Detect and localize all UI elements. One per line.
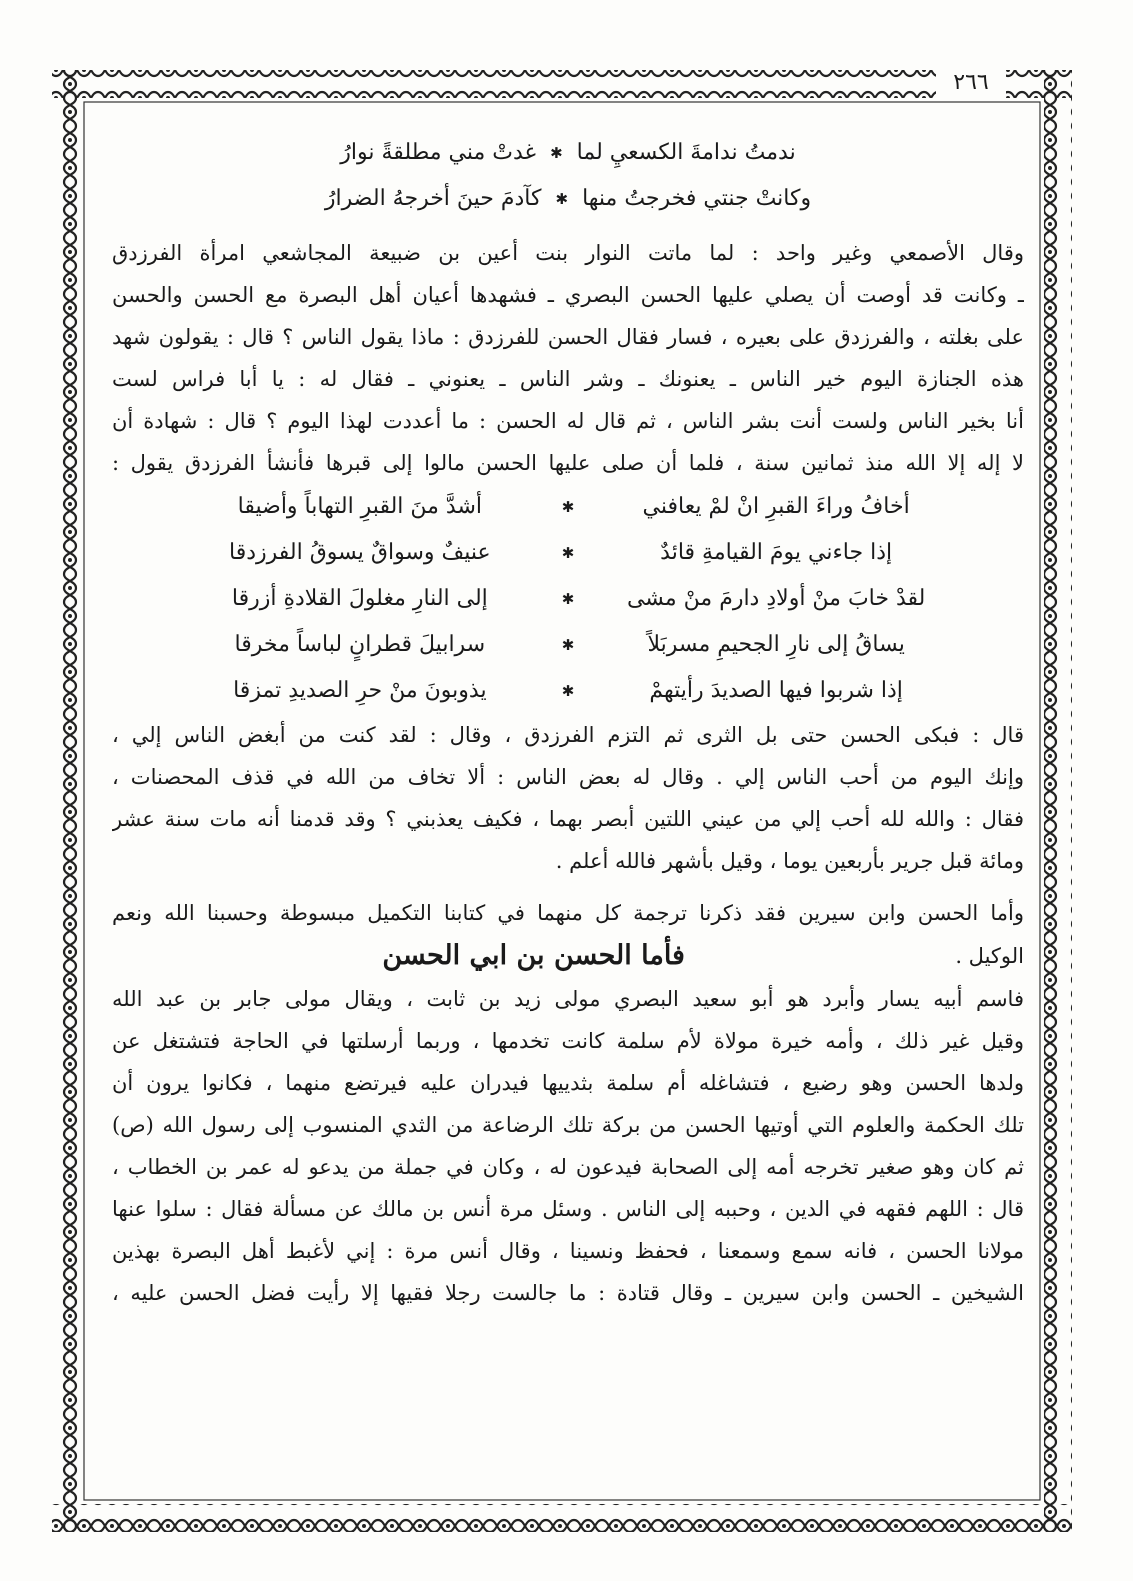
star-separator-icon: ✱ — [561, 544, 575, 562]
verse-block-2 — [112, 484, 1024, 714]
star-separator-icon: ✱ — [561, 682, 575, 700]
verse-second-hemistich: عنيفٌ وسواقٌ يسوقُ الفرزدقا — [229, 540, 491, 565]
star-separator-icon: ✱ — [561, 636, 575, 654]
text-line: قال : فبكى الحسن حتى بل الثرى ثم التزم الفرزدق ، وقال : لقد كنت من أبغض الناس إلي ، — [112, 723, 1024, 747]
verse-first-hemistich: ندمتُ ندامةَ الكسعيِ لما — [576, 140, 796, 165]
verse-block-1 — [112, 130, 1024, 222]
verse-second-hemistich: غدتْ مني مطلقةً نوارُ — [340, 140, 537, 165]
paragraph-hasan-biography — [112, 978, 1024, 1314]
verse-first-hemistich: أخافُ وراءَ القبرِ انْ لمْ يعافني — [642, 494, 910, 519]
text-line: مولانا الحسن ، فانه سمع وسمعنا ، فحفظ ونسينا ، وقال أنس مرة : إني لأغبط أهل البصرة بهذين — [112, 1239, 1024, 1263]
text-line: وإنك اليوم من أحب الناس إلي . وقال له بعض الناس : ألا تخاف من الله في قذف المحصنات ، — [112, 765, 1024, 789]
verse-second-hemistich: يذوبونَ منْ حرِ الصديدِ تمزقا — [233, 678, 487, 703]
verse-line — [112, 668, 1024, 714]
verse-first-hemistich: وكانتْ جنتي فخرجتُ منها — [582, 186, 812, 211]
text-line: وقيل غير ذلك ، وأمه خيرة مولاة لأم سلمة كانت تخدمها ، وربما أرسلتها في الحاجة فتشتغل عن — [112, 1029, 1024, 1053]
verse-line — [112, 484, 1024, 530]
text-line: تلك الحكمة والعلوم التي أوتيها الحسن من بركة تلك الرضاعة من الثدي المنسوب إلى رسول الله (ص) — [112, 1113, 1024, 1137]
verse-second-hemistich: كآدمَ حينَ أخرجهُ الضرارُ — [324, 186, 542, 211]
star-separator-icon: ✱ — [550, 144, 563, 162]
border-top — [52, 70, 1072, 98]
text-line: أنا بخير الناس ولست أنت بشر الناس ، ثم قال له الحسن : ما أعددت لهذا اليوم ؟ قال : شهادة أن — [112, 409, 1024, 433]
border-right — [1044, 70, 1072, 1532]
verse-line — [112, 176, 1024, 222]
verse-second-hemistich: أشدَّ منَ القبرِ التهاباً وأضيقا — [237, 494, 483, 519]
paragraph-takmil — [112, 892, 1024, 934]
verse-first-hemistich: إذا جاءني يومَ القيامةِ قائدٌ — [660, 540, 893, 565]
verse-first-hemistich: إذا شربوا فيها الصديدَ رأيتهمْ — [649, 678, 903, 703]
paragraph-funeral — [112, 232, 1024, 484]
text-line: فقال : والله لله أحب إلي من عيني اللتين أبصر بهما ، فكيف يعذبني ؟ وقد قدمنا أنه مات سنة عشر — [112, 807, 1024, 831]
text-line: ولدها الحسن وهو رضيع ، فتشاغله أم سلمة بثدييها فيدران عليه فيرتضع منهما ، فكانوا يرون أن — [112, 1071, 1024, 1095]
text-line: فاسم أبيه يسار وأبرد هو أبو سعيد البصري مولى زيد بن ثابت ، ويقال مولى جابر بن عبد الله — [112, 987, 1024, 1011]
verse-second-hemistich: سرابيلَ قطرانٍ لباساً مخرقا — [234, 632, 486, 657]
star-separator-icon: ✱ — [561, 590, 575, 608]
text-line: ثم كان وهو صغير تخرجه أمه إلى الصحابة فيدعون له ، وكان في جملة من يدعو له عمر بن الخطاب ، — [112, 1155, 1024, 1179]
verse-first-hemistich: لقدْ خابَ منْ أولادِ دارمَ منْ مشى — [626, 586, 926, 611]
verse-first-hemistich: يساقُ إلى نارِ الجحيمِ مسربَلاً — [647, 632, 905, 657]
section-heading-line — [112, 934, 1024, 978]
border-left — [52, 70, 80, 1532]
page-number: ٢٦٦ — [936, 66, 1006, 100]
text-line: وقال الأصمعي وغير واحد : لما ماتت النوار بنت أعين بن ضبيعة المجاشعي امرأة الفرزدق — [112, 241, 1024, 265]
verse-line — [112, 130, 1024, 176]
verse-line — [112, 530, 1024, 576]
text-line: هذه الجنازة اليوم خير الناس ـ يعنونك ـ وشر الناس ـ يعنوني ـ فقال له : يا أبا فراس لست — [112, 367, 1024, 391]
page-content — [112, 130, 1024, 1485]
star-separator-icon: ✱ — [561, 498, 575, 516]
text-line: لا إله إلا الله منذ ثمانين سنة ، فلما أن صلى عليها الحسن مالوا إلى قبرها فأنشأ الفرزدق يقول : — [112, 451, 1024, 475]
text-line: ـ وكانت قد أوصت أن يصلي عليها الحسن البصري ـ فشهدها أعيان أهل البصرة مع الحسن والحسن — [112, 283, 1024, 307]
star-separator-icon: ✱ — [555, 190, 569, 208]
text-line: وأما الحسن وابن سيرين فقد ذكرنا ترجمة كل منهما في كتابنا التكميل مبسوطة وحسبنا الله ونعم — [112, 901, 1024, 925]
border-bottom — [52, 1504, 1072, 1532]
verse-line — [112, 622, 1024, 668]
text-line: قال : اللهم فقهه في الدين ، وحببه إلى الناس . وسئل مرة أنس بن مالك عن مسألة فقال : سلوا عنها — [112, 1197, 1024, 1221]
text-line: الشيخين ـ الحسن وابن سيرين ـ وقال قتادة : ما جالست رجلا فقيها إلا رأيت فضل الحسن عليه ، — [112, 1281, 1024, 1305]
text-line: ومائة قبل جرير بأربعين يوما ، وقيل بأشهر فالله أعلم . — [555, 849, 1024, 873]
section-heading: فأما الحسن بن ابي الحسن — [382, 940, 685, 971]
verse-second-hemistich: إلى النارِ مغلولَ القلادةِ أزرقا — [231, 586, 488, 611]
text-line-end: الوكيل . — [955, 944, 1024, 968]
verse-line — [112, 576, 1024, 622]
paragraph-hasan-weeps — [112, 714, 1024, 882]
text-line: على بغلته ، والفرزدق على بعيره ، فسار فقال الحسن للفرزدق : ماذا يقول الناس ؟ قال : يقولون شهد — [112, 325, 1024, 349]
